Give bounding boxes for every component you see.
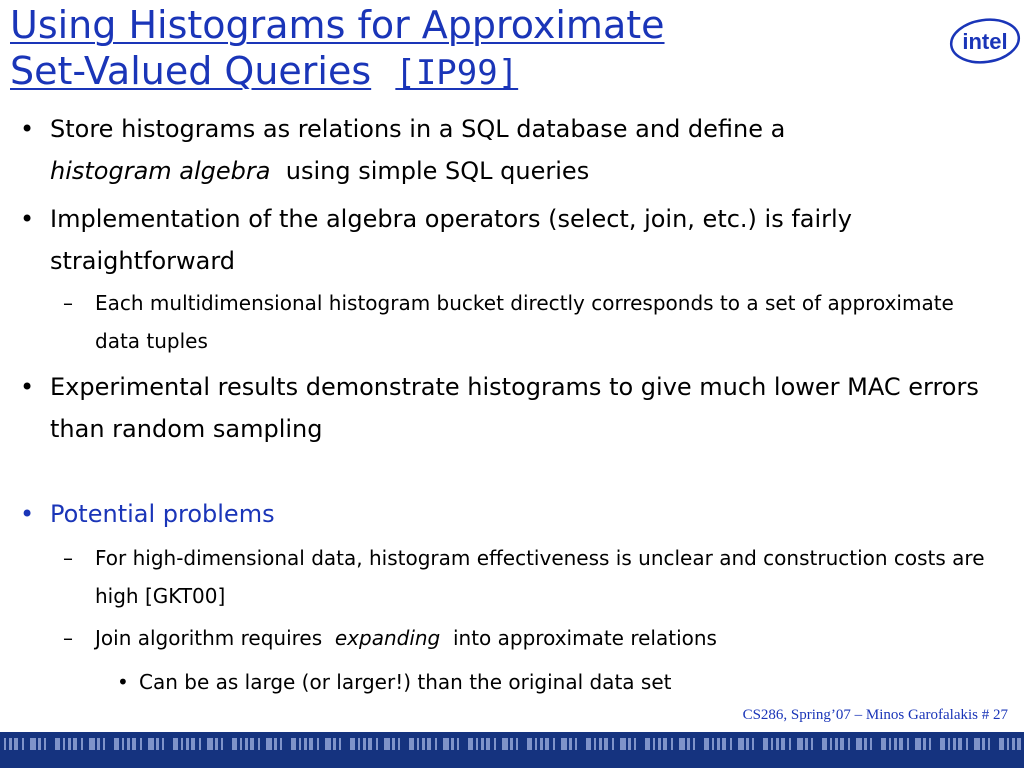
bar-stripe [1007, 738, 1009, 750]
bar-stripe [953, 738, 956, 750]
bar-stripe [663, 738, 667, 750]
bar-stripe [476, 738, 478, 750]
bullet-4-sub-2-text-end: into approximate relations [452, 626, 717, 650]
bar-stripe [486, 738, 490, 750]
bar-stripe [363, 738, 366, 750]
bullet-4-sub-2-sub-text: Can be as large (or larger!) than the original data set [139, 670, 672, 694]
bullet-4-sub-2 [63, 619, 995, 657]
bar-stripe [553, 738, 555, 750]
bar-stripe [89, 738, 95, 750]
bar-stripe [398, 738, 400, 750]
bullet-4-sub-1 [63, 539, 995, 615]
bar-stripe [763, 738, 768, 750]
bar-stripe [929, 738, 931, 750]
bar-stripe [948, 738, 950, 750]
bar-stripe [797, 738, 803, 750]
bar-stripe [811, 738, 813, 750]
bullet-4-sub-2-sub [117, 663, 999, 701]
bar-stripe [612, 738, 614, 750]
bar-stripe [840, 738, 844, 750]
bullet-4-sub-1-text: For high-dimensional data, histogram effectiveness is unclear and construction costs are high [GKT00] [95, 546, 985, 608]
bullet-1-text-end: using simple SQL queries [285, 157, 590, 185]
bar-stripe [923, 738, 926, 750]
bullet-4-sub-2-text: Join algorithm requires [95, 626, 323, 650]
bar-stripe [317, 738, 319, 750]
bar-stripe [704, 738, 709, 750]
bar-stripe [68, 738, 71, 750]
bar-stripe [856, 738, 862, 750]
bar-stripe [481, 738, 484, 750]
bar-stripe [127, 738, 130, 750]
bar-stripe [162, 738, 164, 750]
bar-stripe [830, 738, 832, 750]
bar-stripe [889, 738, 891, 750]
bar-stripe [55, 738, 60, 750]
bar-stripe [443, 738, 449, 750]
bar-stripe [63, 738, 65, 750]
bullet-marker: • [20, 500, 35, 528]
bar-stripe [451, 738, 454, 750]
bar-stripe [9, 738, 12, 750]
bullet-marker: • [20, 373, 35, 401]
bar-stripe [140, 738, 142, 750]
bar-stripe [186, 738, 189, 750]
bar-stripe [291, 738, 296, 750]
bar-stripe [339, 738, 341, 750]
bar-stripe [510, 738, 513, 750]
intel-logo [948, 16, 1022, 66]
bar-stripe [181, 738, 183, 750]
bar-stripe [575, 738, 577, 750]
bar-stripe [645, 738, 650, 750]
bullet-4-sub-2-italic: expanding [334, 626, 441, 650]
bar-stripe [717, 738, 720, 750]
bar-stripe [658, 738, 661, 750]
bar-stripe [81, 738, 83, 750]
bar-stripe [422, 738, 425, 750]
bar-stripe [4, 738, 6, 750]
bar-stripe [122, 738, 124, 750]
bar-stripe [848, 738, 850, 750]
bar-stripe [384, 738, 390, 750]
bar-stripe [376, 738, 378, 750]
bar-stripe [781, 738, 785, 750]
bar-stripe [915, 738, 921, 750]
bar-stripe [266, 738, 272, 750]
bar-stripe [527, 738, 532, 750]
bar-stripe [586, 738, 591, 750]
bar-stripe [974, 738, 980, 750]
bar-stripe [215, 738, 218, 750]
bullet-3 [20, 366, 1000, 450]
bar-stripe [240, 738, 242, 750]
bar-stripe [280, 738, 282, 750]
bar-stripe [299, 738, 301, 750]
bar-stripe [304, 738, 307, 750]
bullet-marker: • [20, 205, 35, 233]
bar-stripe [545, 738, 549, 750]
bar-stripe [999, 738, 1004, 750]
bar-stripe [730, 738, 732, 750]
bar-stripe [907, 738, 909, 750]
bar-pattern [0, 732, 1024, 768]
bar-stripe [958, 738, 962, 750]
svg-text:intel: intel [962, 29, 1008, 54]
bar-stripe [599, 738, 602, 750]
dash-marker: – [63, 291, 73, 315]
bar-stripe [894, 738, 897, 750]
bar-stripe [966, 738, 968, 750]
bar-stripe [540, 738, 543, 750]
bullet-4 [20, 493, 990, 535]
bar-stripe [1012, 738, 1015, 750]
bar-stripe [738, 738, 744, 750]
bar-stripe [1017, 738, 1021, 750]
bar-stripe [97, 738, 100, 750]
bullet-2-sub [63, 284, 985, 360]
bar-stripe [457, 738, 459, 750]
bar-stripe [392, 738, 395, 750]
slide-title [10, 2, 665, 96]
bar-stripe [232, 738, 237, 750]
bar-stripe [776, 738, 779, 750]
bullet-1-italic: histogram algebra [50, 157, 271, 185]
bar-stripe [274, 738, 277, 750]
bar-stripe [712, 738, 714, 750]
bar-stripe [333, 738, 336, 750]
bar-stripe [358, 738, 360, 750]
bar-stripe [671, 738, 673, 750]
bullet-2 [20, 198, 990, 282]
bar-stripe [44, 738, 46, 750]
bar-stripe [982, 738, 985, 750]
bar-stripe [409, 738, 414, 750]
bar-stripe [191, 738, 195, 750]
bar-stripe [494, 738, 496, 750]
bar-stripe [325, 738, 331, 750]
bullet-marker: • [20, 115, 35, 143]
bottom-decorative-bar [0, 732, 1024, 768]
bar-stripe [427, 738, 431, 750]
bar-stripe [148, 738, 154, 750]
bar-stripe [771, 738, 773, 750]
dash-marker: – [63, 626, 73, 650]
bar-stripe [604, 738, 608, 750]
bar-stripe [350, 738, 355, 750]
bar-stripe [368, 738, 372, 750]
title-line-1: Using Histograms for Approximate [10, 3, 665, 47]
bar-stripe [103, 738, 105, 750]
bar-stripe [417, 738, 419, 750]
bar-stripe [899, 738, 903, 750]
bar-stripe [594, 738, 596, 750]
bar-stripe [988, 738, 990, 750]
bullet-1 [20, 108, 990, 192]
bar-stripe [822, 738, 827, 750]
bar-stripe [22, 738, 24, 750]
bar-stripe [628, 738, 631, 750]
bar-stripe [14, 738, 18, 750]
bar-stripe [752, 738, 754, 750]
bar-stripe [693, 738, 695, 750]
bar-stripe [435, 738, 437, 750]
bar-stripe [620, 738, 626, 750]
bar-stripe [805, 738, 808, 750]
bullet-2-text: Implementation of the algebra operators (select, join, etc.) is fairly straightforward [50, 205, 852, 275]
bar-stripe [468, 738, 473, 750]
bar-stripe [881, 738, 886, 750]
bullet-4-text: Potential problems [50, 500, 275, 528]
title-line-2: Set-Valued Queries [10, 49, 372, 93]
bar-stripe [502, 738, 508, 750]
bullet-1-text: Store histograms as relations in a SQL database and define a [50, 115, 786, 143]
bar-stripe [38, 738, 41, 750]
bar-stripe [746, 738, 749, 750]
bar-stripe [173, 738, 178, 750]
bar-stripe [207, 738, 213, 750]
bullet-3-text: Experimental results demonstrate histograms to give much lower MAC errors than random sampling [50, 373, 979, 443]
bar-stripe [653, 738, 655, 750]
bar-stripe [73, 738, 77, 750]
dash-marker: – [63, 546, 73, 570]
bar-stripe [114, 738, 119, 750]
bar-stripe [561, 738, 567, 750]
bullet-marker: • [117, 670, 129, 694]
title-reference: [IP99] [395, 53, 519, 93]
bar-stripe [132, 738, 136, 750]
bar-stripe [156, 738, 159, 750]
bar-stripe [309, 738, 313, 750]
bar-stripe [516, 738, 518, 750]
bar-stripe [789, 738, 791, 750]
bar-stripe [250, 738, 254, 750]
bar-stripe [687, 738, 690, 750]
bullet-2-sub-text: Each multidimensional histogram bucket directly corresponds to a set of approximate data tuples [95, 291, 954, 353]
bar-stripe [245, 738, 248, 750]
bar-stripe [258, 738, 260, 750]
slide-footer: CS286, Spring’07 – Minos Garofalakis # 27 [742, 707, 1008, 723]
bar-stripe [199, 738, 201, 750]
bar-stripe [679, 738, 685, 750]
bar-stripe [634, 738, 636, 750]
bar-stripe [221, 738, 223, 750]
bar-stripe [835, 738, 838, 750]
bar-stripe [870, 738, 872, 750]
bar-stripe [722, 738, 726, 750]
bar-stripe [569, 738, 572, 750]
bar-stripe [940, 738, 945, 750]
bar-stripe [535, 738, 537, 750]
bar-stripe [30, 738, 36, 750]
bar-stripe [864, 738, 867, 750]
